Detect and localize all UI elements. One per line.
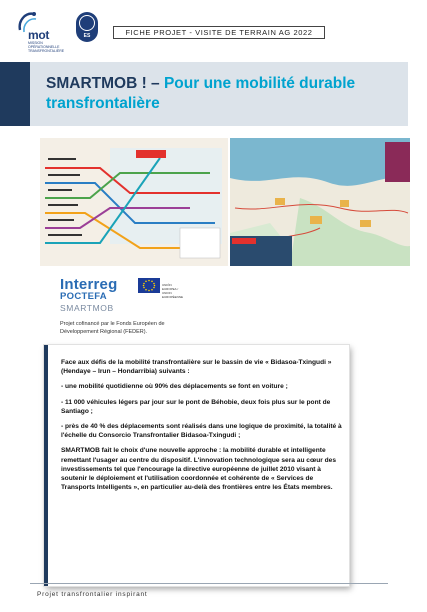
description-box	[44, 345, 349, 586]
footer-divider	[30, 583, 388, 584]
eu-label: UNIÓN EUROPEA / UNION EUROPÉENNE	[162, 283, 184, 299]
ues-ring-icon	[79, 15, 95, 31]
page-title	[46, 74, 396, 114]
interreg-logo	[60, 276, 117, 313]
mot-logo-word: mot	[28, 28, 50, 42]
interreg-brand: Interreg	[60, 276, 118, 293]
project-photo	[40, 138, 410, 266]
title-part1: SMARTMOB ! –	[46, 75, 164, 92]
cofund-note: Projet cofinancé par le Fonds Européen de Développement Régional (FEDER).	[60, 321, 165, 335]
fiche-label: FICHE PROJET - VISITE DE TERRAIN AG 2022	[113, 26, 325, 39]
title-part2: Pour une mobilité durable transfrontalière	[46, 75, 356, 112]
ues-logo-text: ES	[83, 33, 91, 39]
description-conclusion: SMARTMOB fait le choix d'une nouvelle approche : la mobilité durable et intelligente remettant l'usager au centre du dispositif. L'innovation technologique sera au cœur des investissements tel que l'encourage la directive européenne de juillet 2010 visant à soutenir le déploiement et l'utilisation coordonnée et cohérente de « Services de Transports Intelligents », en particulier au-delà des frontières entre les États membres.	[61, 447, 336, 492]
eu-flag-icon	[138, 278, 160, 293]
ues-logo	[76, 12, 98, 42]
description-point-2: - 11 000 véhicules légers par jour sur le pont de Béhobie, deux fois plus sur le pont de Santiago ;	[61, 398, 331, 415]
maps-illustration	[40, 138, 410, 266]
mot-logo	[16, 10, 68, 53]
description-intro: Face aux défis de la mobilité transfrontalière sur le bassin de vie « Bidasoa-Txingudi » (Hendaye – Irun – Hondarribia) suivants :	[61, 359, 332, 376]
description-point-1: - une mobilité quotidienne où 90% des déplacements se font en voiture ;	[61, 383, 288, 391]
description-point-3: - près de 40 % des déplacements sont réalisés dans une logique de proximité, la totalité à l'échelle du Consorcio Transfrontalier Bidasoa-Txingudi ;	[61, 423, 342, 440]
description-accent-bar	[44, 345, 48, 586]
footer-text: Projet transfrontalier inspirant	[37, 591, 148, 598]
title-accent-bar	[0, 62, 30, 126]
interreg-project: SMARTMOB	[60, 303, 114, 313]
interreg-programme: POCTEFA	[60, 291, 107, 302]
description-content	[61, 358, 343, 498]
mot-logo-subtitle: MISSION OPÉRATIONNELLE TRANSFRONTALIÈRE	[28, 41, 65, 53]
